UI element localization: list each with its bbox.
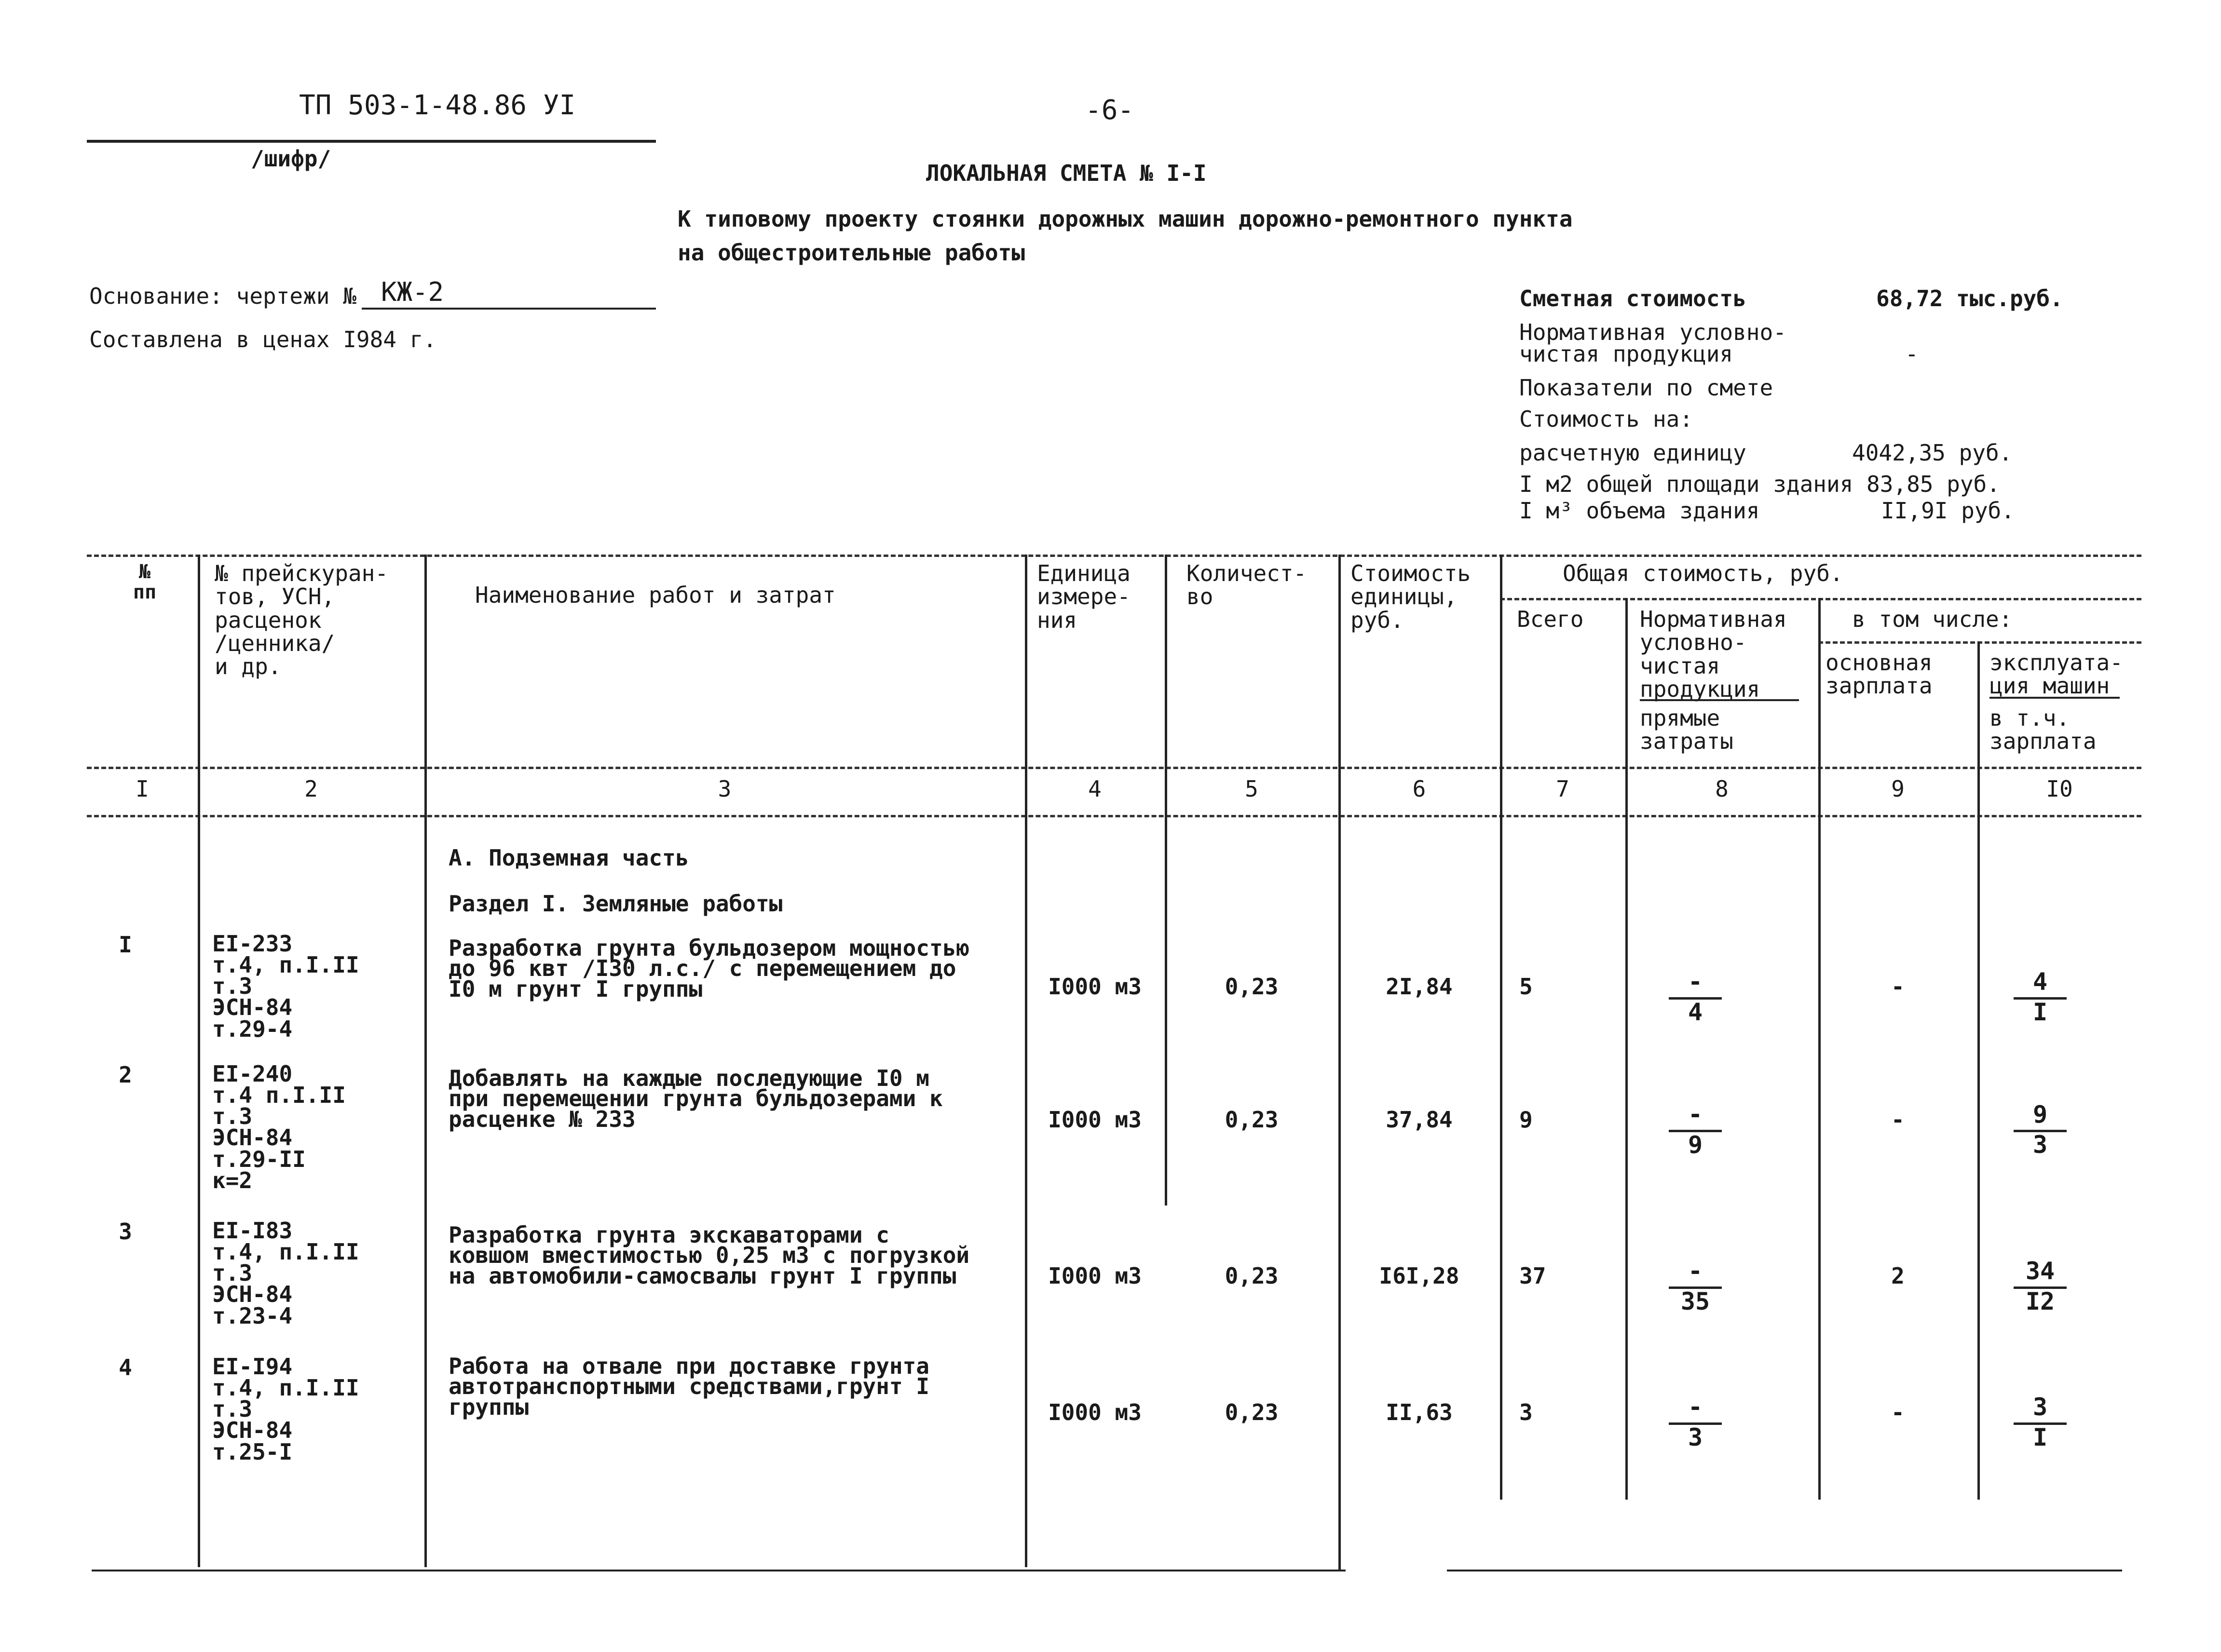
- colnum-3: 3: [718, 776, 732, 802]
- prices-year: Составлена в ценах I984 г.: [89, 326, 437, 352]
- col-divider-1: [198, 555, 200, 1567]
- header-bottom-rule: [87, 767, 2141, 769]
- row-total: 3: [1519, 1399, 1533, 1425]
- incl-header-rule: [1818, 641, 2141, 644]
- row-salary: -: [1891, 1399, 1905, 1425]
- row-number: 2: [119, 1062, 132, 1088]
- fraction-denominator: 35: [1680, 1287, 1710, 1315]
- colnum-10: I0: [2046, 776, 2073, 802]
- col-divider-6: [1500, 555, 1502, 1500]
- row-number: 4: [119, 1354, 132, 1381]
- table-bottom-rule-right: [1447, 1570, 2122, 1571]
- row-normative-fraction: [1669, 1259, 1722, 1317]
- row-quantity: 0,23: [1225, 974, 1279, 1000]
- header-col-unit: Единица измере- ния: [1037, 560, 1131, 633]
- row-number: I: [119, 932, 132, 958]
- row-salary: -: [1891, 1107, 1905, 1133]
- table-top-rule: [87, 555, 2141, 557]
- col-divider-7: [1625, 598, 1628, 1500]
- machines-header-underline: [1989, 697, 2120, 699]
- header-col-machine-salary: в т.ч. зарплата: [1989, 705, 2097, 755]
- unit-cost-value: 4042,35 руб.: [1852, 440, 2013, 466]
- row-machines-fraction: [2014, 1259, 2067, 1317]
- row-code: EI-I94 т.4, п.I.II т.3 ЭСН-84 т.25-I: [212, 1354, 359, 1465]
- cost-per-label: Стоимость на:: [1519, 406, 1693, 432]
- normative-label-2: чистая продукция: [1519, 341, 1733, 367]
- row-code: EI-I83 т.4, п.I.II т.3 ЭСН-84 т.23-4: [212, 1218, 359, 1329]
- fraction-denominator: 3: [2032, 1131, 2048, 1159]
- fraction-numerator: 4: [2014, 969, 2067, 1000]
- header-col-normative: Нормативная условно- чистая продукция: [1640, 606, 1787, 702]
- row-code: EI-233 т.4, п.I.II т.3 ЭСН-84 т.29-4: [212, 931, 359, 1042]
- row-normative-fraction: [1669, 1395, 1722, 1453]
- colnum-1: I: [136, 776, 149, 802]
- unit-cost-label: расчетную единицу: [1519, 440, 1746, 466]
- header-col-name: Наименование работ и затрат: [475, 582, 836, 608]
- colnum-9: 9: [1891, 776, 1905, 802]
- row-unit-cost: I6I,28: [1379, 1263, 1459, 1289]
- row-machines-fraction: [2014, 1102, 2067, 1160]
- basis-underline: [362, 308, 656, 310]
- subtitle-line1: К типовому проекту стоянки дорожных машин дорожно-ремонтного пункта: [678, 206, 1573, 232]
- group-header-rule: [1500, 598, 2141, 600]
- fraction-numerator: -: [1669, 969, 1722, 1000]
- colnum-bottom-rule: [87, 815, 2141, 817]
- col-divider-2: [424, 555, 427, 1567]
- page-number: -6-: [1085, 95, 1134, 126]
- header-col-total: Всего: [1517, 606, 1584, 632]
- row-total: 9: [1519, 1107, 1533, 1133]
- header-col-direct-costs: прямые затраты: [1640, 705, 1733, 755]
- row-work-name: Разработка грунта бульдозером мощностью до 96 квт /I30 л.с./ с перемещением до I0 м грунт I группы: [449, 935, 970, 1002]
- fraction-numerator: 9: [2014, 1102, 2067, 1132]
- row-total: 5: [1519, 974, 1533, 1000]
- colnum-7: 7: [1556, 776, 1569, 802]
- section-a-heading: А. Подземная часть: [449, 845, 689, 871]
- fraction-numerator: -: [1669, 1259, 1722, 1289]
- fraction-numerator: -: [1669, 1102, 1722, 1132]
- indicators-label: Показатели по смете: [1519, 375, 1773, 401]
- row-unit-cost: 2I,84: [1386, 974, 1453, 1000]
- row-unit: I000 м3: [1048, 974, 1142, 1000]
- section-1-heading: Раздел I. Земляные работы: [449, 891, 783, 917]
- row-salary: 2: [1891, 1263, 1905, 1289]
- row-unit: I000 м3: [1048, 1399, 1142, 1425]
- colnum-5: 5: [1245, 776, 1258, 802]
- row-machines-fraction: [2014, 969, 2067, 1028]
- header-underline: [87, 140, 656, 143]
- row-normative-fraction: [1669, 969, 1722, 1028]
- row-salary: -: [1891, 974, 1905, 1000]
- header-col-machines: эксплуата- ция машин: [1989, 650, 2123, 699]
- estimated-cost-label: Сметная стоимость: [1519, 285, 1746, 311]
- row-unit-cost: II,63: [1386, 1399, 1453, 1425]
- page-title: ЛОКАЛЬНАЯ СМЕТА № I-I: [926, 160, 1207, 186]
- normative-value: -: [1905, 341, 1919, 367]
- fraction-denominator: 9: [1688, 1131, 1703, 1159]
- row-code: EI-240 т.4 п.I.II т.3 ЭСН-84 т.29-II к=2: [212, 1061, 346, 1193]
- row-quantity: 0,23: [1225, 1107, 1279, 1133]
- volume-cost-value: II,9I руб.: [1881, 498, 2015, 524]
- row-work-name: Разработка грунта экскаваторами с ковшом вместимостью 0,25 м3 с погрузкой на автомобили-самосвалы грунт I группы: [449, 1222, 970, 1289]
- header-group-total: Общая стоимость, руб.: [1563, 560, 1843, 586]
- row-total: 37: [1519, 1263, 1546, 1289]
- row-quantity: 0,23: [1225, 1263, 1279, 1289]
- fraction-numerator: 34: [2014, 1259, 2067, 1289]
- normative-label-1: Нормативная условно-: [1519, 319, 1786, 345]
- row-work-name: Работа на отвале при доставке грунта автотранспортными средствами,грунт I группы: [449, 1353, 929, 1420]
- basis-value: КЖ-2: [381, 277, 444, 307]
- cipher-label: /шифр/: [251, 146, 331, 172]
- header-col-qty: Количест- во: [1186, 560, 1307, 610]
- fraction-denominator: I: [2032, 998, 2048, 1026]
- row-number: 3: [119, 1219, 132, 1245]
- row-unit-cost: 37,84: [1386, 1107, 1453, 1133]
- colnum-6: 6: [1412, 776, 1426, 802]
- document-code: ТП 503-1-48.86 УI: [299, 90, 576, 121]
- estimated-cost-value: 68,72 тыс.руб.: [1876, 285, 2063, 311]
- header-col-salary: основная зарплата: [1826, 650, 1933, 699]
- colnum-4: 4: [1088, 776, 1102, 802]
- row-normative-fraction: [1669, 1102, 1722, 1160]
- row-unit: I000 м3: [1048, 1263, 1142, 1289]
- volume-cost-label: I м³ объема здания: [1519, 498, 1760, 524]
- header-col-code: № прейскуран- тов, УСН, расценок /ценника/ и др.: [215, 560, 389, 680]
- fraction-denominator: 3: [1688, 1423, 1703, 1451]
- fraction-denominator: I2: [2025, 1287, 2055, 1315]
- table-bottom-rule-left: [92, 1570, 1346, 1571]
- row-work-name: Добавлять на каждые последующие I0 м при перемещении грунта бульдозерами к расценке № 233: [449, 1065, 943, 1132]
- row-machines-fraction: [2014, 1395, 2067, 1453]
- header-col-unit-cost: Стоимость единицы, руб.: [1350, 560, 1471, 633]
- fraction-numerator: 3: [2014, 1395, 2067, 1425]
- colnum-2: 2: [304, 776, 318, 802]
- row-unit: I000 м3: [1048, 1107, 1142, 1133]
- area-cost-label: I м2 общей площади здания: [1519, 471, 1853, 497]
- basis-label: Основание: чертежи №: [89, 283, 356, 309]
- fraction-denominator: I: [2032, 1423, 2048, 1451]
- fraction-denominator: 4: [1688, 998, 1703, 1026]
- col-divider-9: [1977, 641, 1980, 1500]
- row-quantity: 0,23: [1225, 1399, 1279, 1425]
- header-group-incl: в том числе:: [1852, 606, 2013, 632]
- area-cost-value: 83,85 руб.: [1867, 471, 2000, 497]
- normative-header-underline: [1640, 699, 1799, 701]
- fraction-numerator: -: [1669, 1395, 1722, 1425]
- subtitle-line2: на общестроительные работы: [678, 240, 1025, 266]
- colnum-8: 8: [1715, 776, 1729, 802]
- header-col-num: № пп: [133, 561, 157, 603]
- col-divider-8: [1818, 598, 1821, 1500]
